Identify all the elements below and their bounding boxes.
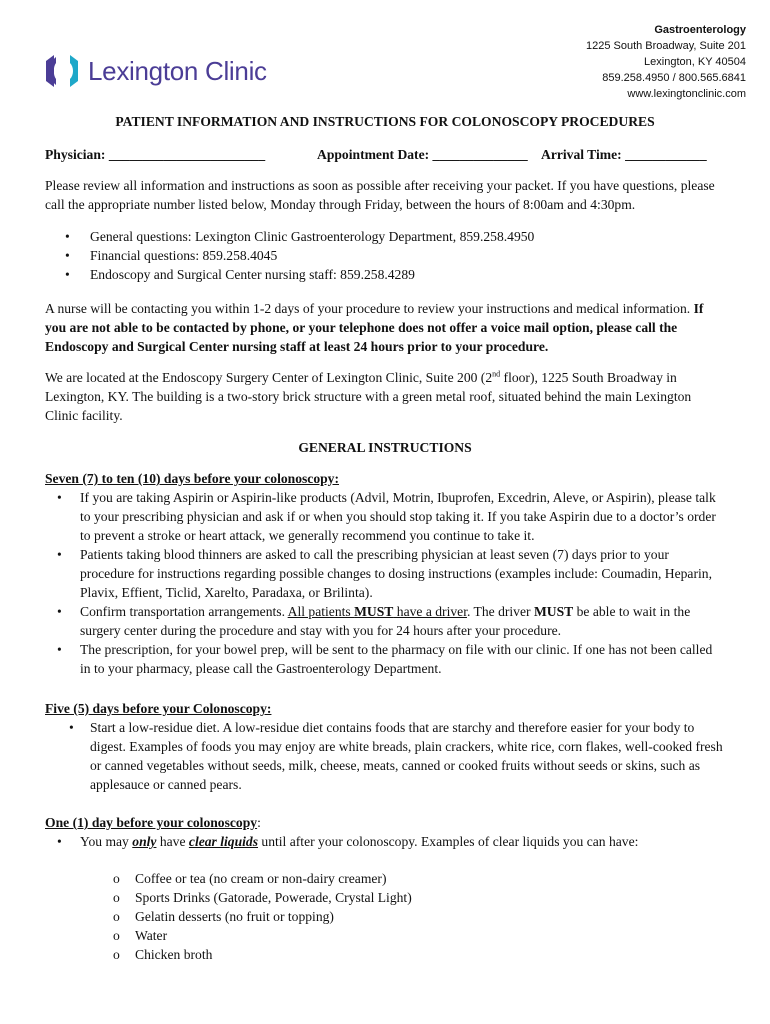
list-item: o Water (45, 926, 725, 945)
clear-liquids-lead3: until after your colonoscopy. Examples of clear liquids you can have: (258, 834, 639, 849)
intro-section (45, 176, 725, 214)
clear-liquids-lead2: have (156, 834, 189, 849)
list-item: o Sports Drinks (Gatorade, Powerade, Crystal Light) (45, 888, 725, 907)
transport-must-1: MUST (354, 604, 394, 619)
physician-field: Physician: _______________________ (45, 147, 266, 162)
transport-must-2: MUST (533, 604, 574, 619)
clear-liquids-list (45, 869, 725, 964)
arrival-time-field: Arrival Time: ____________ (541, 147, 707, 162)
transport-rest: be able to wait in the surgery center during the procedure and stay with you for 24 hours after your procedure. (80, 604, 691, 638)
appointment-date-field: Appointment Date: ______________ (317, 147, 528, 162)
seven-days-heading: Seven (7) to ten (10) days before your colonoscopy: (45, 471, 340, 486)
nurse-section (45, 299, 725, 356)
nurse-text: A nurse will be contacting you within 1-2 days of your procedure to review your instructions and medical information. (45, 301, 694, 316)
list-item: • Endoscopy and Surgical Center nursing staff: 859.258.4289 (45, 265, 725, 284)
address-line1: 1225 South Broadway, Suite 201 (585, 40, 746, 52)
clinic-address (586, 22, 746, 102)
list-item: o Gelatin desserts (no fruit or topping) (45, 907, 725, 926)
seven-days-section (45, 469, 725, 678)
one-day-list (45, 832, 725, 851)
five-days-list (45, 718, 725, 794)
list-item: • Financial questions: 859.258.4045 (45, 246, 725, 265)
general-instructions-heading: GENERAL INSTRUCTIONS (298, 440, 472, 455)
location-text-1: We are located at the Endoscopy Surgery Center of Lexington Clinic, Suite 200 (2 (45, 370, 493, 385)
transport-have-driver: have a driver (393, 604, 467, 619)
one-day-heading-line (45, 813, 725, 832)
transport-text: Confirm transportation arrangements. (80, 604, 288, 619)
location-text-2: floor), 1225 South Broadway in Lexington, KY. The building is a two-story brick structure with a green metal roof, situated behind the main Lexington Clinic facility. (45, 370, 692, 423)
contacts-list (45, 227, 725, 284)
list-item: o Coffee or tea (no cream or non-dairy creamer) (45, 869, 725, 888)
clinic-logo-icon (44, 53, 80, 89)
address-line2: Lexington, KY 40504 (644, 56, 746, 68)
brand-name: Lexington Clinic (88, 55, 267, 86)
location-section (45, 368, 725, 425)
clear-liquids-lead1: You may (80, 834, 133, 849)
all-patients-underlined (288, 604, 467, 619)
list-item (45, 832, 725, 851)
list-item: • If you are taking Aspirin or Aspirin-like products (Advil, Motrin, Ibuprofen, Excedrin, Aleve, or Aspirin), please talk to your prescribing physician and ask if or when you should stop taking it. If you take Aspirin due to a doctor’s order to prevent a stroke or heart attack, we generally recommend you continue to take it. (45, 488, 725, 545)
list-item: o Chicken broth (45, 945, 725, 964)
department-name: Gastroenterology (654, 24, 746, 36)
location-paragraph (45, 368, 725, 425)
list-item: • General questions: Lexington Clinic Gastroenterology Department, 859.258.4950 (45, 227, 725, 246)
only-emphasis: only (132, 834, 157, 849)
one-day-heading: One (1) day before your colonoscopy (45, 815, 258, 830)
list-item (45, 602, 725, 640)
transport-driver: . The driver (466, 604, 534, 619)
intro-paragraph: Please review all information and instructions as soon as possible after receiving your packet. If you have questions, please call the appropriate number listed below, Monday through Friday, between the hours of 8:00am and 4:30pm. (45, 178, 715, 212)
clinic-logo (44, 52, 267, 90)
transport-all-patients: All patients (287, 604, 355, 619)
list-item: • Start a low-residue diet. A low-residue diet contains foods that are starchy and therefore easier for your body to digest. Examples of foods you may enjoy are white breads, plain crackers, white rice, corn flakes, well-cooked fresh or canned vegetables without seeds, milk, cheese, meats, canned or cooked fruits without seeds or skins, such as applesauce or canned pears. (45, 718, 725, 794)
clear-liquids-emphasis: clear liquids (188, 834, 259, 849)
five-days-section (45, 699, 725, 794)
seven-days-list (45, 488, 725, 678)
website-link[interactable]: www.lexingtonclinic.com (627, 88, 746, 100)
list-item: • The prescription, for your bowel prep, will be sent to the pharmacy on file with our clinic. If one has not been called in to your pharmacy, please call the Gastroenterology Department. (45, 640, 725, 678)
location-sup: nd (492, 369, 501, 379)
one-day-colon: : (257, 815, 261, 830)
nurse-bold-text: If you are not able to be contacted by phone, or your telephone does not offer a voice mail option, please call the Endoscopy and Surgical Center nursing staff at least 24 hours prior to your procedure. (45, 301, 704, 354)
phone-numbers: 859.258.4950 / 800.565.6841 (602, 72, 746, 84)
list-item: • Patients taking blood thinners are asked to call the prescribing physician at least seven (7) days prior to your procedure for instructions regarding possible changes to dosing instructions (examples include: Coumadin, Heparin, Plavix, Effient, Ticlid, Xarelto, Paradaxa, or Brilinta). (45, 545, 725, 602)
nurse-paragraph (45, 299, 725, 356)
contacts-section (45, 227, 725, 284)
document-title: PATIENT INFORMATION AND INSTRUCTIONS FOR COLONOSCOPY PROCEDURES (115, 114, 655, 129)
one-day-section (45, 813, 725, 964)
five-days-heading: Five (5) days before your Colonoscopy: (45, 701, 272, 716)
